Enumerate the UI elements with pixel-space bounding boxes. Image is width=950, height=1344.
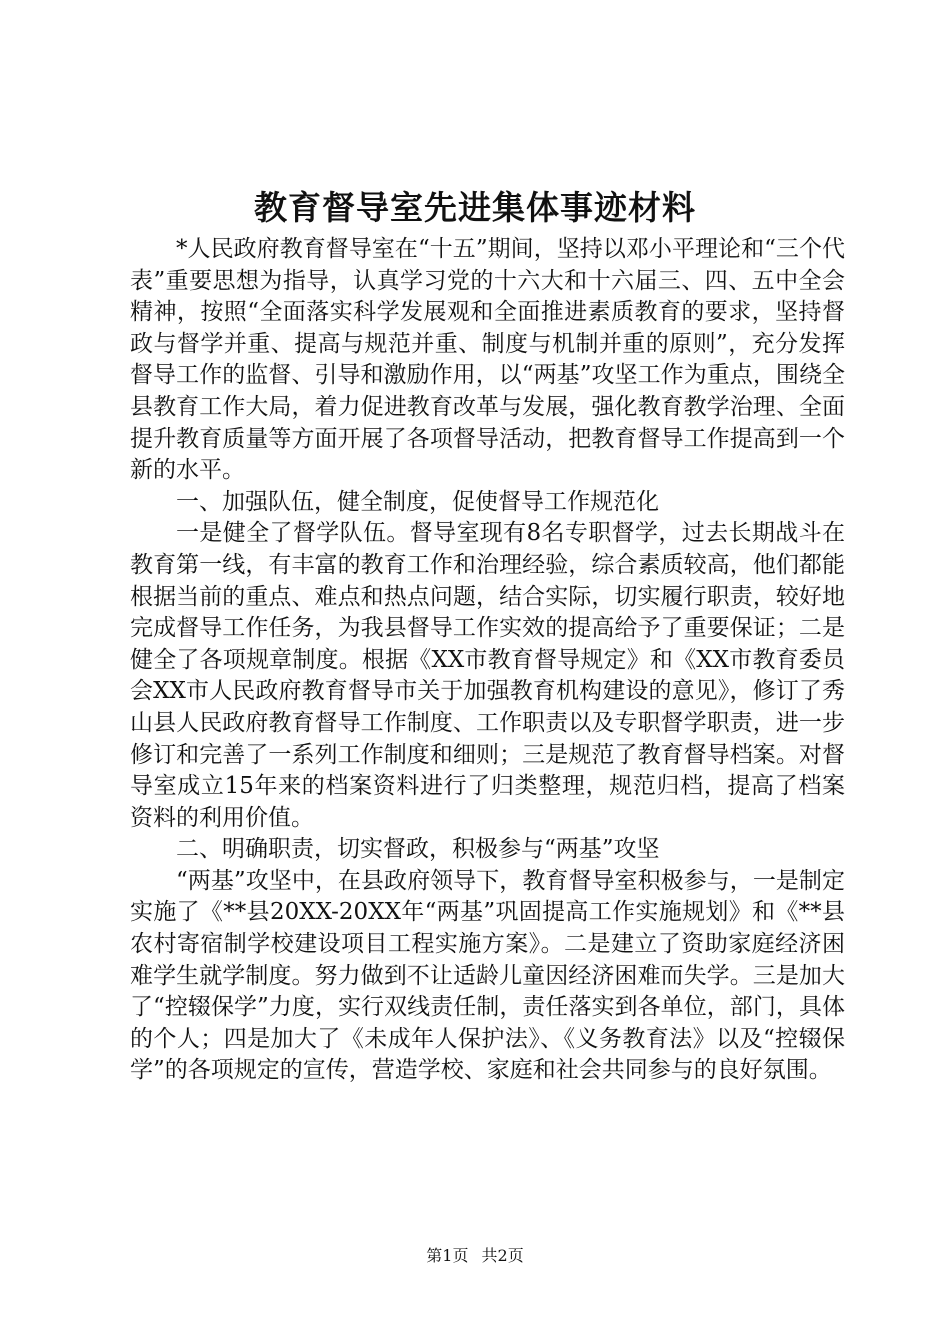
page-footer: [0, 1244, 950, 1268]
paragraph-section-2: “两基”攻坚中，在县政府领导下，教育督导室积极参与，一是制定实施了《**县20XX-20XX年“两基”巩固提高工作实施规划》和《**县农村寄宿制学校建设项目工程实施方案》。二是建立了资助家庭经济困难学生就学制度。努力做到不让适龄儿童因经济困难而失学。三是加大了“控辍保学”力度，实行双线责任制，责任落实到各单位，部门，具体的个人；四是加大了《未成年人保护法》、《义务教育法》以及“控辍保学”的各项规定的宣传，营造学校、家庭和社会共同参与的良好氛围。: [130, 867, 845, 1084]
paragraph-section-1: 一是健全了督学队伍。督导室现有8名专职督学，过去长期战斗在教育第一线，有丰富的教育工作和治理经验，综合素质较高，他们都能根据当前的重点、难点和热点问题，结合实际，切实履行职责，较好地完成督导工作任务，为我县督导工作实效的提高给予了重要保证；二是健全了各项规章制度。根据《XX市教育督导规定》和《XX市教育委员会XX市人民政府教育督导市关于加强教育机构建设的意见》，修订了秀山县人民政府教育督导工作制度、工作职责以及专职督学职责，进一步修订和完善了一系列工作制度和细则；三是规范了教育督导档案。对督导室成立15年来的档案资料进行了归类整理，规范归档，提高了档案资料的利用价值。: [130, 520, 845, 831]
section-heading-1: 一、加强队伍，健全制度，促使督导工作规范化: [176, 488, 659, 515]
paragraph-intro: *人民政府教育督导室在“十五”期间，坚持以邓小平理论和“三个代表”重要思想为指导，认真学习党的十六大和十六届三、四、五中全会精神，按照“全面落实科学发展观和全面推进素质教育的要求，坚持督政与督学并重、提高与规范并重、制度与机制并重的原则”，充分发挥督导工作的监督、引导和激励作用，以“两基”攻坚工作为重点，围绕全县教育工作大局，着力促进教育改革与发展，强化教育教学治理、全面提升教育质量等方面开展了各项督导活动，把教育督导工作提高到一个新的水平。: [130, 236, 845, 484]
document-body: [130, 234, 845, 1087]
page-total: 共2页: [481, 1246, 524, 1265]
section-heading-2: 二、明确职责，切实督政，积极参与“两基”攻坚: [176, 836, 660, 863]
page-number: 第1页: [426, 1246, 469, 1265]
document-title: 教育督导室先进集体事迹材料: [254, 188, 696, 227]
